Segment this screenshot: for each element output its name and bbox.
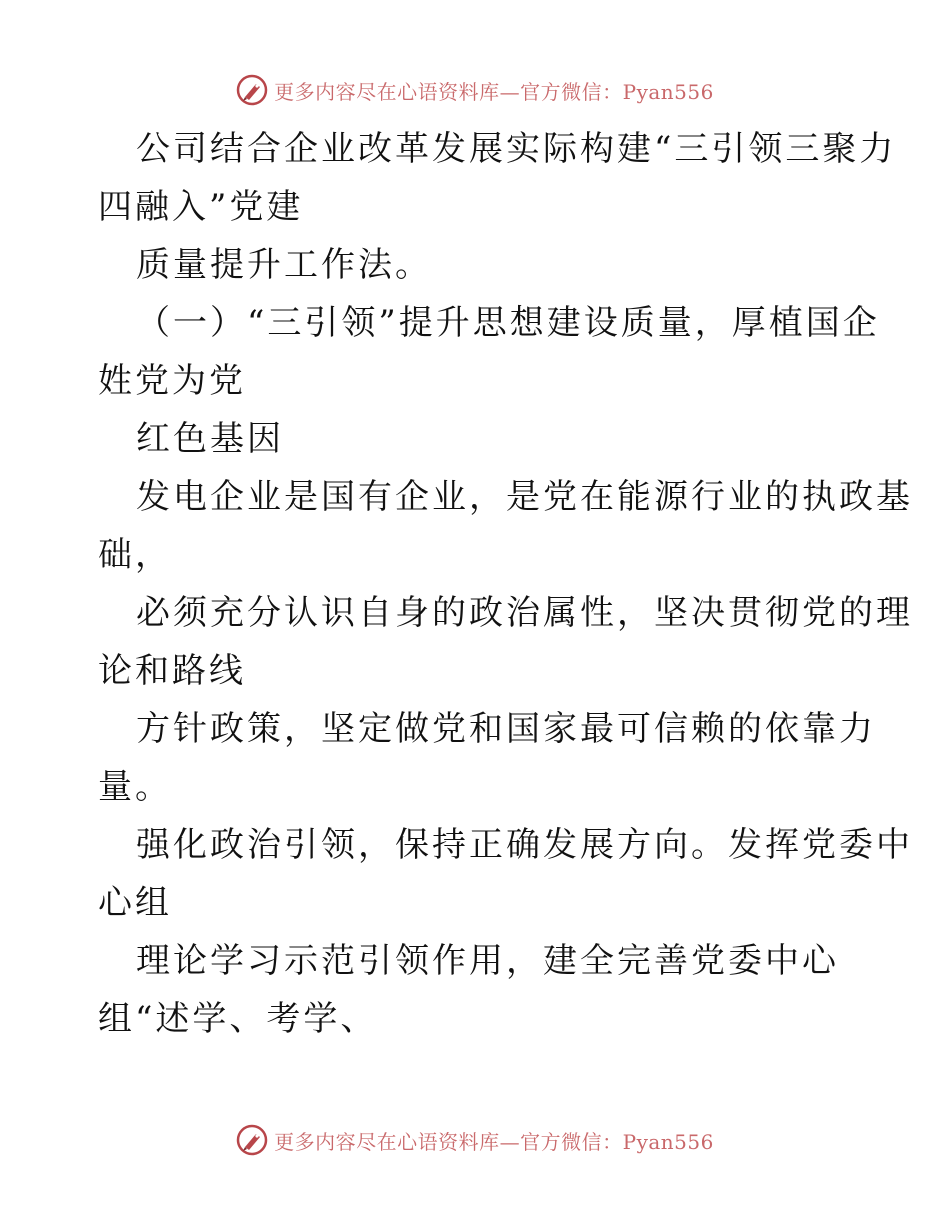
pen-logo-icon [236, 1124, 268, 1156]
body-text-line: 红色基因 [136, 419, 284, 459]
body-text-line: 理论学习示范引领作用，建全完善党委中心 [136, 941, 839, 981]
body-text-line: 组“述学、考学、 [98, 999, 378, 1039]
body-text-line: 心组 [98, 883, 172, 923]
footer-watermark [0, 1120, 950, 1160]
watermark-text: 更多内容尽在心语资料库—官方微信：Pyan556 [274, 79, 714, 104]
pen-logo-icon [236, 74, 268, 106]
watermark-text: 更多内容尽在心语资料库—官方微信：Pyan556 [274, 1129, 714, 1154]
header-watermark [0, 70, 950, 110]
body-text-line: 必须充分认识自身的政治属性，坚决贯彻党的理 [136, 593, 913, 633]
body-text-line: 础， [98, 535, 172, 575]
body-text-line: 质量提升工作法。 [136, 245, 432, 285]
body-text-line: 论和路线 [98, 651, 246, 691]
body-text-line: 公司结合企业改革发展实际构建“三引领三聚力 [136, 129, 897, 169]
body-text-line: 发电企业是国有企业，是党在能源行业的执政基 [136, 477, 913, 517]
body-text-line: 姓党为党 [98, 361, 246, 401]
body-text-line: 量。 [98, 767, 172, 807]
body-text-line: 方针政策，坚定做党和国家最可信赖的依靠力 [136, 709, 876, 749]
body-text-line: 四融入”党建 [98, 187, 304, 227]
document-body [98, 120, 913, 1048]
body-text-line: （一）“三引领”提升思想建设质量，厚植国企 [136, 303, 880, 343]
body-text-line: 强化政治引领，保持正确发展方向。发挥党委中 [136, 825, 913, 865]
